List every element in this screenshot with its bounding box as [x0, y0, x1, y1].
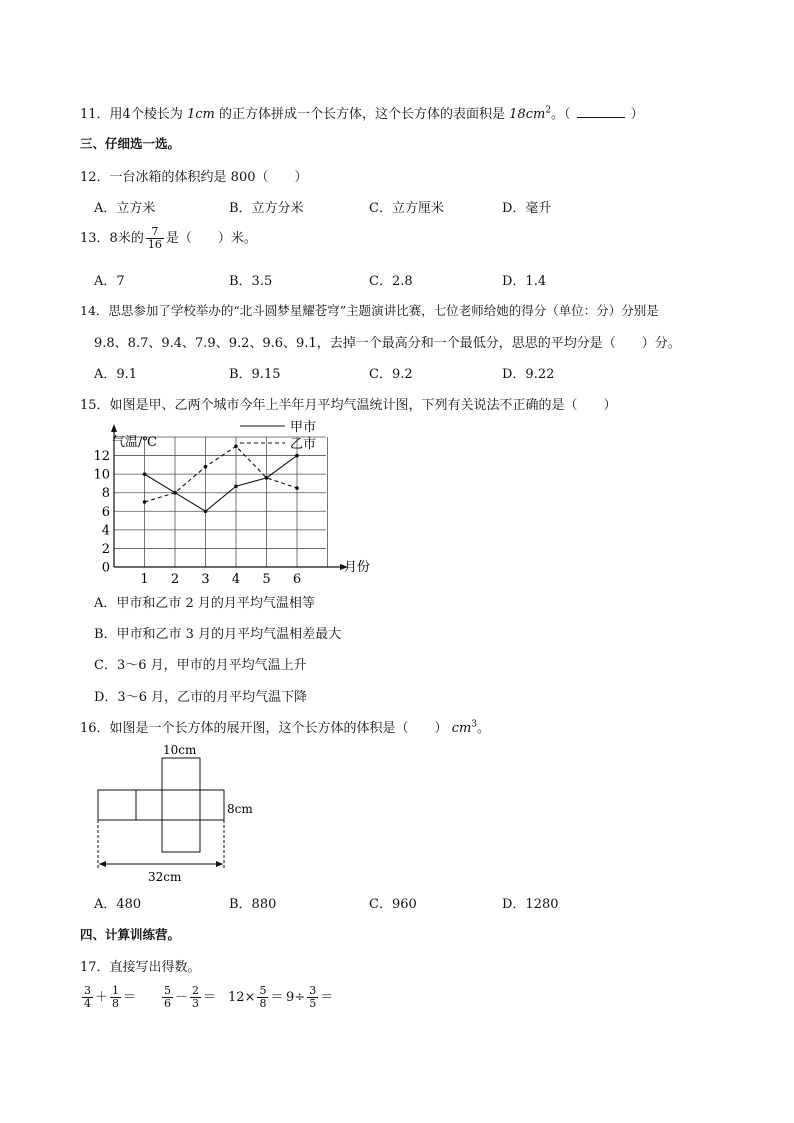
series-2-point: [204, 465, 208, 469]
x-tick-label: 6: [292, 572, 302, 586]
y-tick-label: 10: [93, 467, 110, 483]
q13-option-c[interactable]: C．2.8: [369, 274, 413, 289]
q11-answer-blank[interactable]: [577, 107, 625, 118]
legend-label-1: 甲市: [290, 420, 317, 435]
temperature-line-chart: [90, 416, 390, 586]
y-tick-label: 12: [93, 449, 110, 465]
q11-text-a: 用4个棱长为: [109, 107, 183, 122]
net-face-bottom: [162, 820, 200, 852]
q14-option-b[interactable]: B．9.15: [229, 367, 281, 382]
legend-label-2: 乙市: [290, 437, 317, 452]
question-15: 15．如图是甲、乙两个城市今年上半年月平均气温统计图，下列有关说法不正确的是（ ）: [80, 398, 617, 413]
section-3-title: 三、仔细选一选。: [80, 136, 181, 151]
chart-y-label: 气温/℃: [112, 435, 157, 450]
q16-text-b: 。: [477, 721, 491, 736]
y-axis-arrow: [111, 424, 117, 432]
calc-expression-3: 12× $\frac{5}{8}$ ＝: [228, 984, 284, 1010]
q15-option-b[interactable]: B．甲市和乙市 3 月的月平均气温相差最大: [94, 627, 342, 642]
q12-option-c[interactable]: C．立方厘米: [369, 201, 444, 216]
net-label-bottom: 32cm: [148, 870, 182, 884]
question-11: [80, 103, 644, 122]
q13-option-b[interactable]: B．3.5: [229, 274, 273, 289]
series-2-point: [234, 444, 238, 448]
q16-option-a[interactable]: A．480: [94, 897, 142, 912]
series-1-point: [295, 454, 299, 458]
q14-option-c[interactable]: C．9.2: [369, 367, 413, 382]
q13-option-d[interactable]: D．1.4: [502, 274, 547, 289]
x-tick-label: 2: [170, 572, 180, 586]
chart-series: [143, 444, 299, 513]
q16-option-d[interactable]: D．1280: [502, 897, 559, 912]
q16-text-a: 16．如图是一个长方体的展开图，这个长方体的体积是（ ）: [80, 721, 448, 736]
series-2-point: [173, 491, 177, 495]
calc-expression-1: $\frac{3}{4}$ ＋ $\frac{1}{8}$ ＝: [84, 984, 137, 1010]
q13-fraction: $\frac{7}{16}$: [147, 225, 162, 251]
series-line-1: [145, 456, 298, 512]
x-tick-label: 5: [262, 572, 271, 586]
q14-option-a[interactable]: A．9.1: [94, 367, 138, 382]
x-tick-label: 3: [201, 572, 210, 586]
question-12: 12．一台冰箱的体积约是 800（ ）: [80, 170, 308, 185]
net-face-top: [162, 758, 200, 790]
series-2-point: [295, 486, 299, 490]
net-strip: [98, 790, 224, 820]
series-2-point: [143, 500, 147, 504]
q15-option-a[interactable]: A．甲市和乙市 2 月的月平均气温相等: [94, 596, 315, 611]
chart-legend: [240, 420, 316, 452]
question-14-line-1: 14．思思参加了学校举办的“北斗圆梦星耀苍穹”主题演讲比赛，七位老师给她的得分（单位：分）分别是: [80, 303, 659, 318]
cuboid-net-diagram: [90, 740, 270, 890]
calc-expression-4: 9÷ $\frac{3}{5}$ ＝: [286, 984, 334, 1010]
q16-sup: 3: [471, 719, 478, 730]
q16-unit: cm: [451, 721, 472, 736]
net-arrow-left: [99, 861, 106, 867]
series-1-point: [204, 509, 208, 513]
q11-text-b: 的正方体拼成一个长方体，这个长方体的表面积是: [219, 107, 506, 122]
q13-option-a[interactable]: A．7: [94, 274, 125, 289]
q16-option-c[interactable]: C．960: [369, 897, 417, 912]
series-1-point: [143, 472, 147, 476]
question-14-line-2: 9.8、8.7、9.4、7.9、9.2、9.6、9.1，去掉一个最高分和一个最低分，思思的平均分是（ ）分。: [94, 336, 681, 351]
q16-option-b[interactable]: B．880: [229, 897, 277, 912]
q12-option-d[interactable]: D．毫升: [502, 201, 552, 216]
net-label-top: 10cm: [163, 743, 197, 757]
q11-unit: 1cm: [186, 107, 215, 122]
chart-x-label: 月份: [344, 560, 371, 575]
q11-text-c: 。（: [551, 107, 571, 122]
q13-text-b: 是（ ）米。: [165, 231, 257, 246]
net-arrow-right: [216, 861, 223, 867]
series-2-point: [265, 476, 269, 480]
q15-option-d[interactable]: D．3～6 月，乙市的月平均气温下降: [94, 690, 308, 705]
q13-text-a: 13．8米的: [80, 231, 144, 246]
q11-sup: 2: [545, 105, 552, 116]
y-tick-label: 4: [101, 523, 110, 539]
q12-option-b[interactable]: B．立方分米: [229, 201, 304, 216]
x-tick-label: 4: [231, 572, 241, 586]
q11-text-d: ）: [630, 107, 644, 122]
question-13: [80, 226, 257, 251]
section-4-title: 四、计算训练营。: [80, 927, 181, 942]
x-tick-label: 1: [140, 572, 149, 586]
series-1-point: [234, 484, 238, 488]
calc-expression-2: $\frac{5}{6}$ － $\frac{2}{3}$ ＝: [164, 984, 217, 1010]
q11-value: 18cm: [509, 107, 546, 122]
y-tick-label: 0: [101, 560, 110, 576]
chart-tick-labels: [93, 449, 301, 586]
q12-option-a[interactable]: A．立方米: [94, 201, 156, 216]
q15-option-c[interactable]: C．3～6 月，甲市的月平均气温上升: [94, 658, 307, 673]
q11-number: 11．: [80, 107, 110, 122]
y-tick-label: 2: [101, 541, 110, 557]
y-tick-label: 8: [101, 486, 110, 502]
net-label-right: 8cm: [227, 802, 253, 816]
question-17: 17．直接写出得数。: [80, 960, 201, 975]
question-16: [80, 717, 490, 736]
q14-option-d[interactable]: D．9.22: [502, 367, 555, 382]
y-tick-label: 6: [101, 504, 110, 520]
